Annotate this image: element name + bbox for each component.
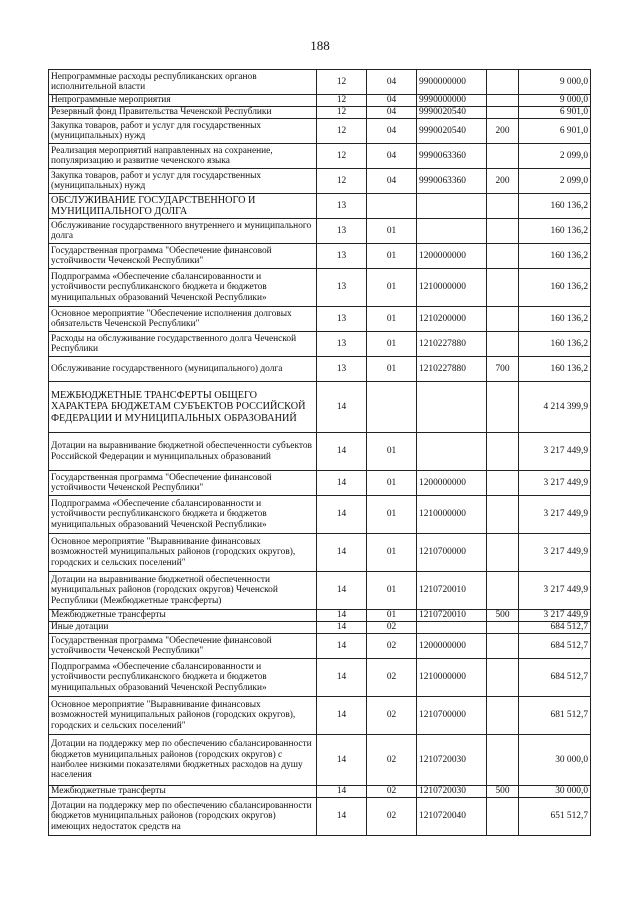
expense-name-cell: Межбюджетные трансферты — [49, 610, 317, 622]
budget-table — [48, 69, 591, 836]
table-row — [49, 382, 591, 433]
target-article-code-cell — [417, 622, 487, 634]
expense-type-code-cell — [487, 382, 519, 433]
budget-table-body — [49, 70, 591, 836]
amount-cell: 160 136,2 — [519, 219, 591, 244]
target-article-code-cell: 1210700000 — [417, 697, 487, 735]
expense-name-cell: Основное мероприятие "Обеспечение исполнения долговых обязательств Чеченской Республики" — [49, 307, 317, 332]
amount-cell: 30 000,0 — [519, 786, 591, 798]
section-code-cell: 14 — [317, 735, 367, 786]
amount-cell: 6 901,0 — [519, 119, 591, 144]
table-row — [49, 471, 591, 496]
expense-name-cell: Дотации на выравнивание бюджетной обеспеченности субъектов Российской Федерации и муниципальных образований — [49, 433, 317, 471]
table-row — [49, 169, 591, 194]
target-article-code-cell: 1210227880 — [417, 357, 487, 382]
subsection-code-cell: 01 — [367, 496, 417, 534]
section-code-cell: 14 — [317, 634, 367, 659]
expense-type-code-cell: 200 — [487, 119, 519, 144]
table-row — [49, 610, 591, 622]
table-row — [49, 332, 591, 357]
table-row — [49, 244, 591, 269]
target-article-code-cell: 1210227880 — [417, 332, 487, 357]
subsection-code-cell: 04 — [367, 144, 417, 169]
expense-type-code-cell — [487, 622, 519, 634]
section-code-cell: 12 — [317, 169, 367, 194]
section-code-cell: 12 — [317, 70, 367, 95]
section-code-cell: 12 — [317, 95, 367, 107]
amount-cell: 9 000,0 — [519, 95, 591, 107]
subsection-code-cell: 01 — [367, 357, 417, 382]
amount-cell: 3 217 449,9 — [519, 572, 591, 610]
amount-cell: 3 217 449,9 — [519, 496, 591, 534]
expense-name-cell: Закупка товаров, работ и услуг для государственных (муниципальных) нужд — [49, 119, 317, 144]
expense-name-cell: Государственная программа "Обеспечение финансовой устойчивости Чеченской Республики" — [49, 471, 317, 496]
subsection-code-cell: 01 — [367, 307, 417, 332]
expense-name-cell: Подпрограмма «Обеспечение сбалансированности и устойчивости республиканского бюджета и бюджетов муниципальных образований Чеченской Республики» — [49, 496, 317, 534]
target-article-code-cell: 1210720030 — [417, 735, 487, 786]
subsection-code-cell: 04 — [367, 70, 417, 95]
table-row — [49, 269, 591, 307]
amount-cell: 684 512,7 — [519, 634, 591, 659]
target-article-code-cell — [417, 194, 487, 219]
subsection-code-cell: 01 — [367, 572, 417, 610]
expense-type-code-cell: 500 — [487, 610, 519, 622]
expense-type-code-cell — [487, 534, 519, 572]
table-row — [49, 357, 591, 382]
table-row — [49, 634, 591, 659]
amount-cell: 160 136,2 — [519, 307, 591, 332]
target-article-code-cell: 9900000000 — [417, 70, 487, 95]
expense-name-cell: Обслуживание государственного (муниципального) долга — [49, 357, 317, 382]
expense-name-cell: Межбюджетные трансферты — [49, 786, 317, 798]
table-row — [49, 735, 591, 786]
subsection-code-cell: 02 — [367, 798, 417, 836]
subsection-code-cell: 01 — [367, 332, 417, 357]
expense-type-code-cell: 700 — [487, 357, 519, 382]
amount-cell: 684 512,7 — [519, 622, 591, 634]
page-number: 188 — [310, 38, 330, 53]
target-article-code-cell: 1200000000 — [417, 244, 487, 269]
section-code-cell: 13 — [317, 332, 367, 357]
table-row — [49, 219, 591, 244]
expense-type-code-cell: 500 — [487, 786, 519, 798]
expense-type-code-cell — [487, 307, 519, 332]
section-code-cell: 14 — [317, 433, 367, 471]
target-article-code-cell: 9990063360 — [417, 144, 487, 169]
subsection-code-cell: 01 — [367, 219, 417, 244]
subsection-code-cell: 02 — [367, 786, 417, 798]
amount-cell: 681 512,7 — [519, 697, 591, 735]
table-row — [49, 786, 591, 798]
expense-name-cell: Закупка товаров, работ и услуг для государственных (муниципальных) нужд — [49, 169, 317, 194]
expense-name-cell: Подпрограмма «Обеспечение сбалансированности и устойчивости республиканского бюджета и бюджетов муниципальных образований Чеченской Республики» — [49, 659, 317, 697]
expense-name-cell: Непрограммные мероприятия — [49, 95, 317, 107]
section-code-cell: 13 — [317, 219, 367, 244]
expense-name-cell: Непрограммные расходы республиканских органов исполнительной власти — [49, 70, 317, 95]
section-code-cell: 14 — [317, 697, 367, 735]
section-code-cell: 13 — [317, 269, 367, 307]
amount-cell: 651 512,7 — [519, 798, 591, 836]
table-row — [49, 534, 591, 572]
section-code-cell: 14 — [317, 572, 367, 610]
amount-cell: 3 217 449,9 — [519, 471, 591, 496]
section-code-cell: 12 — [317, 119, 367, 144]
section-code-cell: 14 — [317, 622, 367, 634]
amount-cell: 4 214 399,9 — [519, 382, 591, 433]
subsection-code-cell: 01 — [367, 471, 417, 496]
section-code-cell: 14 — [317, 534, 367, 572]
expense-type-code-cell — [487, 659, 519, 697]
target-article-code-cell: 1210720010 — [417, 610, 487, 622]
expense-name-cell: Основное мероприятие "Выравнивание финансовых возможностей муниципальных районов (городских округов), городских и сельских поселений" — [49, 697, 317, 735]
section-code-cell: 12 — [317, 107, 367, 119]
target-article-code-cell: 9990000000 — [417, 95, 487, 107]
target-article-code-cell: 1210200000 — [417, 307, 487, 332]
section-code-cell: 13 — [317, 244, 367, 269]
amount-cell: 160 136,2 — [519, 269, 591, 307]
amount-cell: 160 136,2 — [519, 194, 591, 219]
expense-name-cell: ОБСЛУЖИВАНИЕ ГОСУДАРСТВЕННОГО И МУНИЦИПАЛЬНОГО ДОЛГА — [49, 194, 317, 219]
subsection-code-cell: 01 — [367, 244, 417, 269]
table-row — [49, 144, 591, 169]
table-row — [49, 70, 591, 95]
expense-type-code-cell — [487, 634, 519, 659]
table-row — [49, 307, 591, 332]
amount-cell: 2 099,0 — [519, 144, 591, 169]
section-code-cell: 13 — [317, 194, 367, 219]
section-code-cell: 14 — [317, 786, 367, 798]
amount-cell: 3 217 449,9 — [519, 534, 591, 572]
amount-cell: 3 217 449,9 — [519, 610, 591, 622]
expense-type-code-cell — [487, 496, 519, 534]
table-row — [49, 119, 591, 144]
section-code-cell: 14 — [317, 610, 367, 622]
target-article-code-cell: 1210000000 — [417, 496, 487, 534]
table-row — [49, 622, 591, 634]
expense-type-code-cell — [487, 144, 519, 169]
target-article-code-cell: 1210000000 — [417, 659, 487, 697]
expense-type-code-cell — [487, 332, 519, 357]
expense-name-cell: Дотации на поддержку мер по обеспечению сбалансированности бюджетов муниципальных районов (городских округов) с наиболее низкими показателями бюджетных расходов на душу населения — [49, 735, 317, 786]
expense-name-cell: Дотации на поддержку мер по обеспечению сбалансированности бюджетов муниципальных районов (городских округов) имеющих недостаток средств на — [49, 798, 317, 836]
table-row — [49, 659, 591, 697]
amount-cell: 30 000,0 — [519, 735, 591, 786]
section-code-cell: 12 — [317, 144, 367, 169]
expense-type-code-cell — [487, 735, 519, 786]
subsection-code-cell: 01 — [367, 610, 417, 622]
amount-cell: 160 136,2 — [519, 332, 591, 357]
expense-type-code-cell — [487, 219, 519, 244]
subsection-code-cell — [367, 382, 417, 433]
expense-type-code-cell: 200 — [487, 169, 519, 194]
subsection-code-cell: 01 — [367, 269, 417, 307]
amount-cell: 9 000,0 — [519, 70, 591, 95]
expense-type-code-cell — [487, 244, 519, 269]
section-code-cell: 14 — [317, 382, 367, 433]
amount-cell: 2 099,0 — [519, 169, 591, 194]
section-code-cell: 14 — [317, 496, 367, 534]
subsection-code-cell: 04 — [367, 169, 417, 194]
subsection-code-cell: 01 — [367, 433, 417, 471]
subsection-code-cell: 01 — [367, 534, 417, 572]
amount-cell: 3 217 449,9 — [519, 433, 591, 471]
table-row — [49, 107, 591, 119]
subsection-code-cell: 04 — [367, 95, 417, 107]
subsection-code-cell — [367, 194, 417, 219]
target-article-code-cell: 9990020540 — [417, 119, 487, 144]
expense-type-code-cell — [487, 269, 519, 307]
section-code-cell: 13 — [317, 357, 367, 382]
expense-type-code-cell — [487, 572, 519, 610]
target-article-code-cell: 1210000000 — [417, 269, 487, 307]
expense-name-cell: Основное мероприятие "Выравнивание финансовых возможностей муниципальных районов (городских округов), городских и сельских поселений" — [49, 534, 317, 572]
target-article-code-cell: 1210720010 — [417, 572, 487, 610]
subsection-code-cell: 02 — [367, 735, 417, 786]
amount-cell: 160 136,2 — [519, 244, 591, 269]
table-row — [49, 194, 591, 219]
subsection-code-cell: 04 — [367, 119, 417, 144]
target-article-code-cell: 1210720030 — [417, 786, 487, 798]
target-article-code-cell: 1210700000 — [417, 534, 487, 572]
target-article-code-cell: 9990063360 — [417, 169, 487, 194]
expense-name-cell: Государственная программа "Обеспечение финансовой устойчивости Чеченской Республики" — [49, 244, 317, 269]
target-article-code-cell: 9990020540 — [417, 107, 487, 119]
expense-name-cell: Подпрограмма «Обеспечение сбалансированности и устойчивости республиканского бюджета и бюджетов муниципальных образований Чеченской Республики» — [49, 269, 317, 307]
expense-name-cell: Иные дотации — [49, 622, 317, 634]
section-code-cell: 14 — [317, 798, 367, 836]
expense-name-cell: Расходы на обслуживание государственного долга Чеченской Республики — [49, 332, 317, 357]
table-row — [49, 433, 591, 471]
table-row — [49, 95, 591, 107]
section-code-cell: 13 — [317, 307, 367, 332]
subsection-code-cell: 02 — [367, 622, 417, 634]
expense-name-cell: Обслуживание государственного внутреннего и муниципального долга — [49, 219, 317, 244]
expense-type-code-cell — [487, 433, 519, 471]
target-article-code-cell — [417, 433, 487, 471]
expense-name-cell: Дотации на выравнивание бюджетной обеспеченности муниципальных районов (городских округов) Чеченской Республики (Межбюджетные трансферты) — [49, 572, 317, 610]
amount-cell: 684 512,7 — [519, 659, 591, 697]
expense-type-code-cell — [487, 107, 519, 119]
amount-cell: 160 136,2 — [519, 357, 591, 382]
section-code-cell: 14 — [317, 471, 367, 496]
expense-type-code-cell — [487, 471, 519, 496]
expense-type-code-cell — [487, 697, 519, 735]
expense-type-code-cell — [487, 798, 519, 836]
expense-type-code-cell — [487, 194, 519, 219]
subsection-code-cell: 02 — [367, 697, 417, 735]
target-article-code-cell — [417, 219, 487, 244]
expense-name-cell: Государственная программа "Обеспечение финансовой устойчивости Чеченской Республики" — [49, 634, 317, 659]
table-row — [49, 496, 591, 534]
expense-name-cell: Реализация мероприятий направленных на сохранение, популяризацию и развитие чеченского языка — [49, 144, 317, 169]
target-article-code-cell: 1200000000 — [417, 471, 487, 496]
expense-name-cell: МЕЖБЮДЖЕТНЫЕ ТРАНСФЕРТЫ ОБЩЕГО ХАРАКТЕРА БЮДЖЕТАМ СУБЪЕКТОВ РОССИЙСКОЙ ФЕДЕРАЦИИ И МУНИЦИПАЛЬНЫХ ОБРАЗОВАНИЙ — [49, 382, 317, 433]
target-article-code-cell — [417, 382, 487, 433]
table-row — [49, 572, 591, 610]
section-code-cell: 14 — [317, 659, 367, 697]
table-row — [49, 798, 591, 836]
expense-type-code-cell — [487, 95, 519, 107]
expense-name-cell: Резервный фонд Правительства Чеченской Республики — [49, 107, 317, 119]
target-article-code-cell: 1210720040 — [417, 798, 487, 836]
expense-type-code-cell — [487, 70, 519, 95]
table-row — [49, 697, 591, 735]
amount-cell: 6 901,0 — [519, 107, 591, 119]
subsection-code-cell: 02 — [367, 659, 417, 697]
subsection-code-cell: 04 — [367, 107, 417, 119]
target-article-code-cell: 1200000000 — [417, 634, 487, 659]
subsection-code-cell: 02 — [367, 634, 417, 659]
